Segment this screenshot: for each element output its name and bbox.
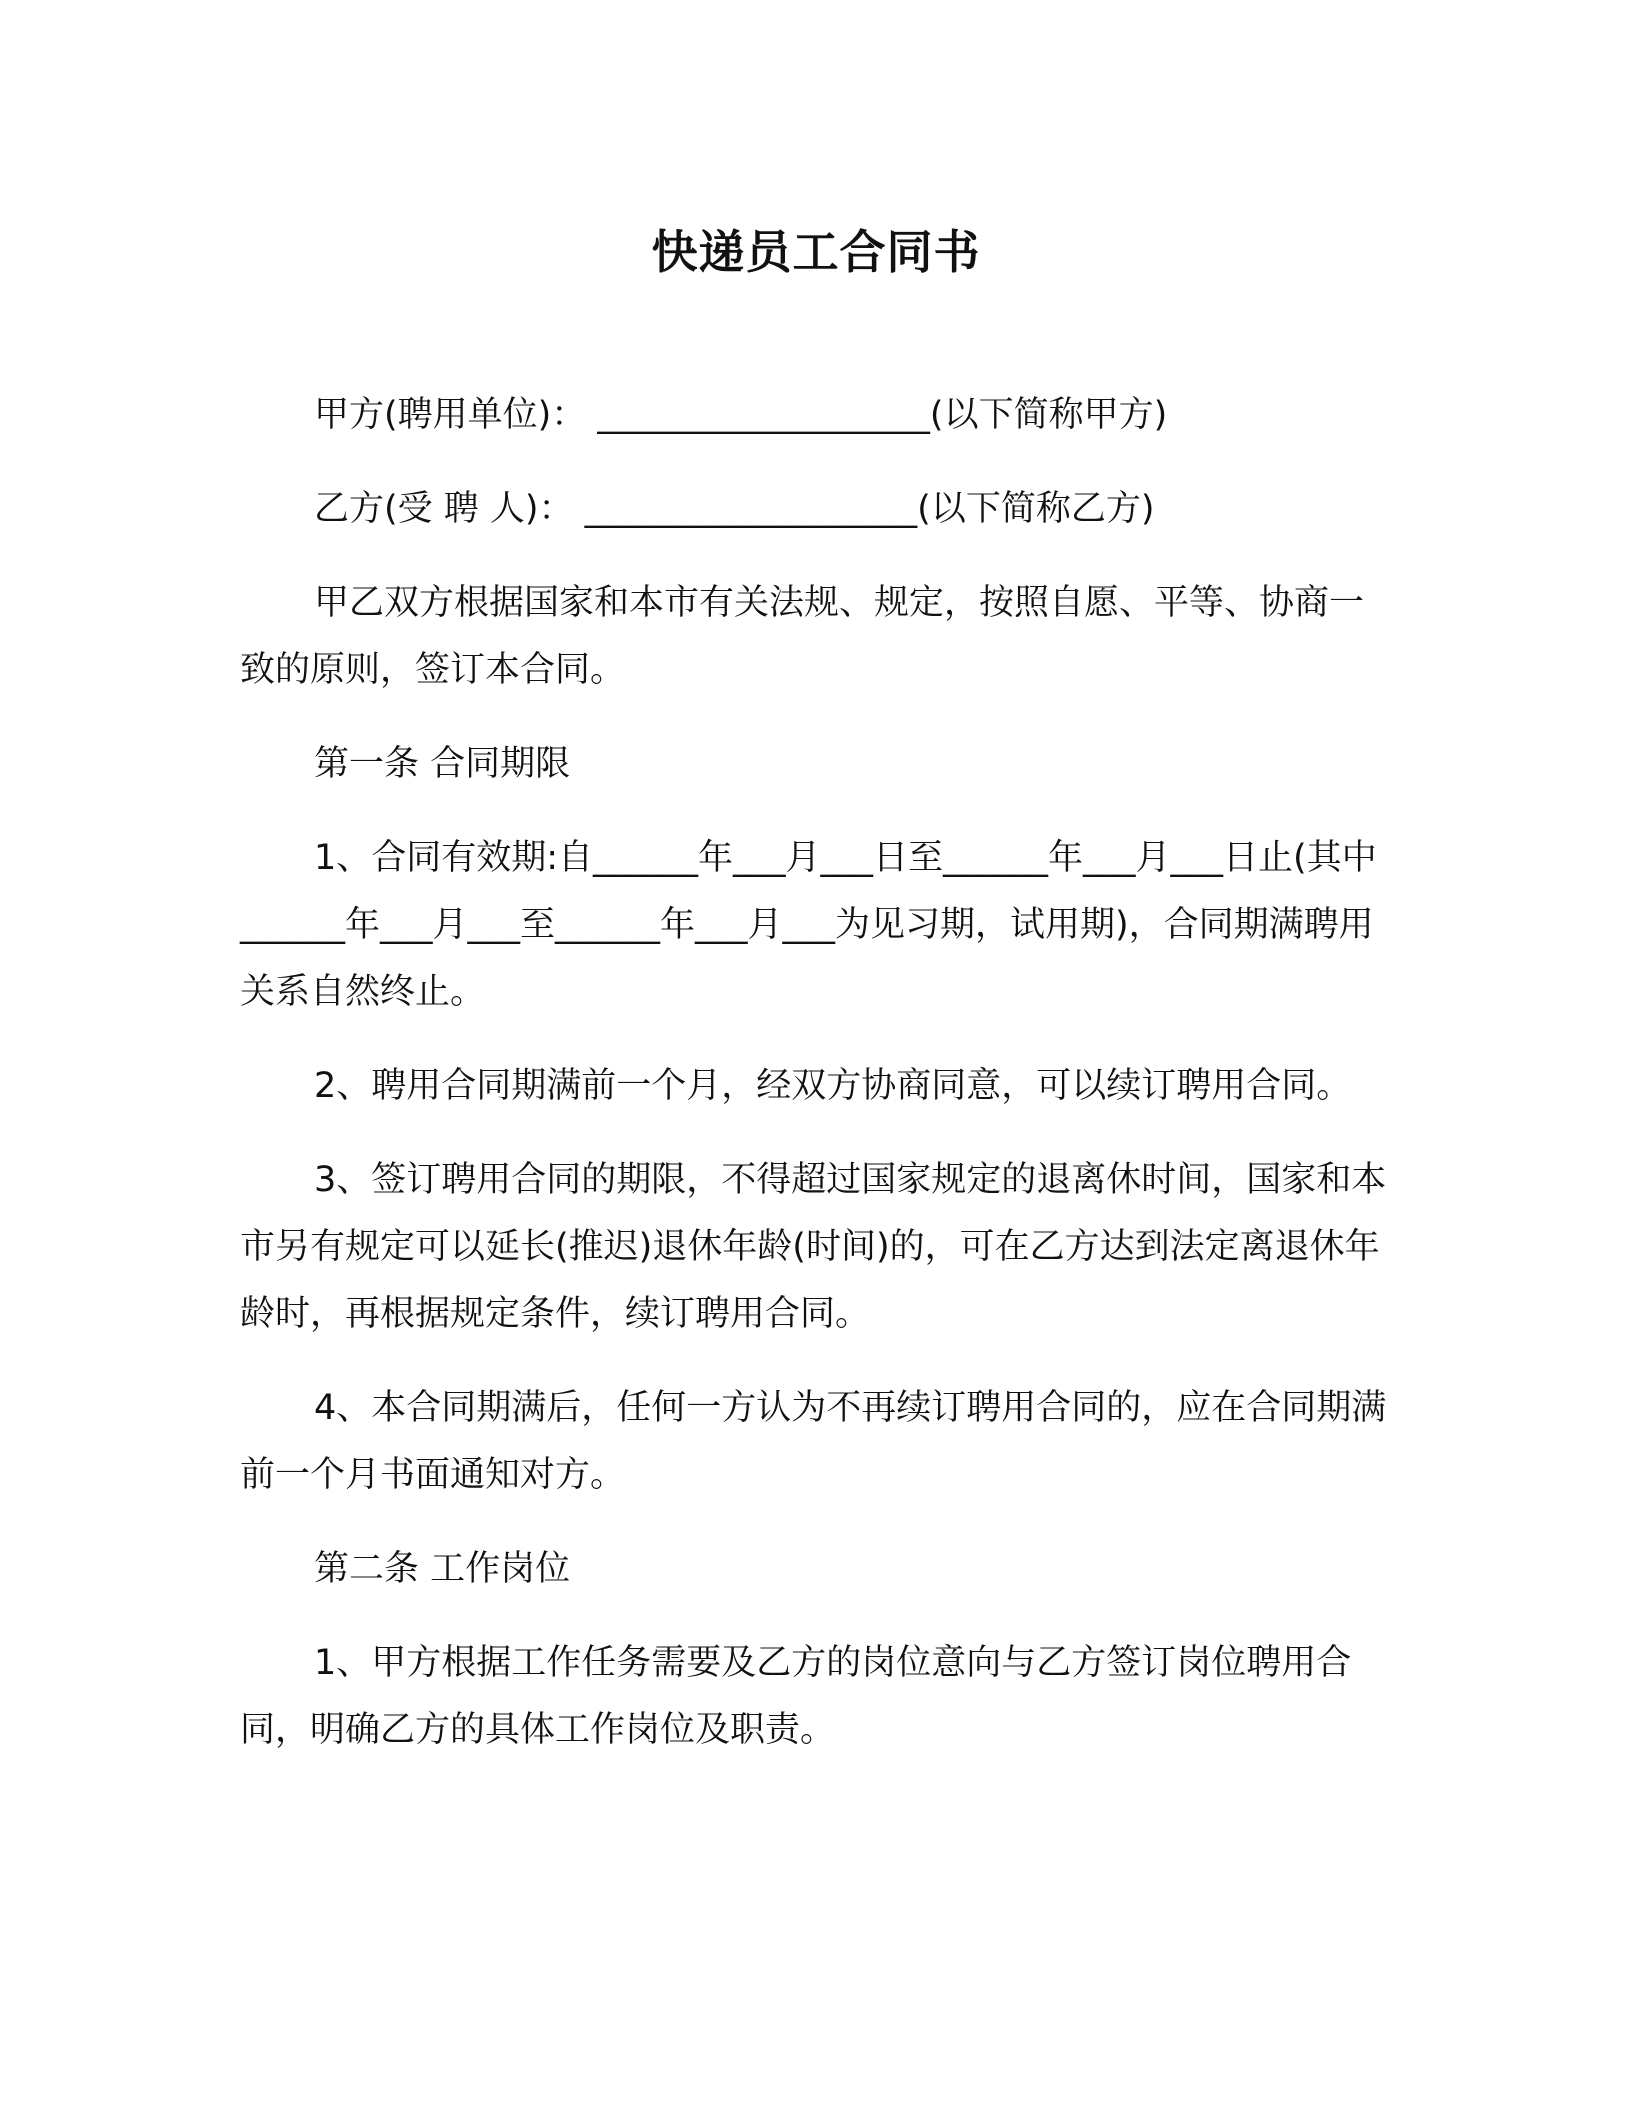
party-b-line: 乙方(受 聘 人)： ___________________(以下简称乙方) bbox=[314, 489, 1155, 529]
article-2-clause-1: 1、甲方根据工作任务需要及乙方的岗位意向与乙方签订岗位聘用合同，明确乙方的具体工作岗位及职责。 bbox=[240, 1643, 1352, 1750]
document-title: 快递员工合同书 bbox=[651, 225, 981, 279]
party-a-line: 甲方(聘用单位)： ___________________(以下简称甲方) bbox=[314, 395, 1168, 435]
article-1-heading: 第一条 合同期限 bbox=[314, 744, 571, 784]
article-1-clause-1: 1、合同有效期:自______年___月___日至______年___月___日止(其中______年___月___至______年___月___为见习期，试用期)，合同期满聘用关系自然终止。 bbox=[240, 838, 1377, 1012]
article-1-clause-3: 3、签订聘用合同的期限，不得超过国家规定的退离休时间，国家和本市另有规定可以延长(推迟)退休年龄(时间)的，可在乙方达到法定离退休年龄时，再根据规定条件，续订聘用合同。 bbox=[240, 1160, 1387, 1334]
preamble-paragraph: 甲乙双方根据国家和本市有关法规、规定，按照自愿、平等、协商一致的原则，签订本合同。 bbox=[240, 583, 1365, 690]
article-1-clause-4: 4、本合同期满后，任何一方认为不再续订聘用合同的，应在合同期满前一个月书面通知对方。 bbox=[240, 1388, 1387, 1495]
document-body bbox=[240, 382, 1390, 1791]
article-1-clause-2: 2、聘用合同期满前一个月，经双方协商同意，可以续订聘用合同。 bbox=[314, 1066, 1352, 1106]
article-2-heading: 第二条 工作岗位 bbox=[314, 1549, 571, 1589]
